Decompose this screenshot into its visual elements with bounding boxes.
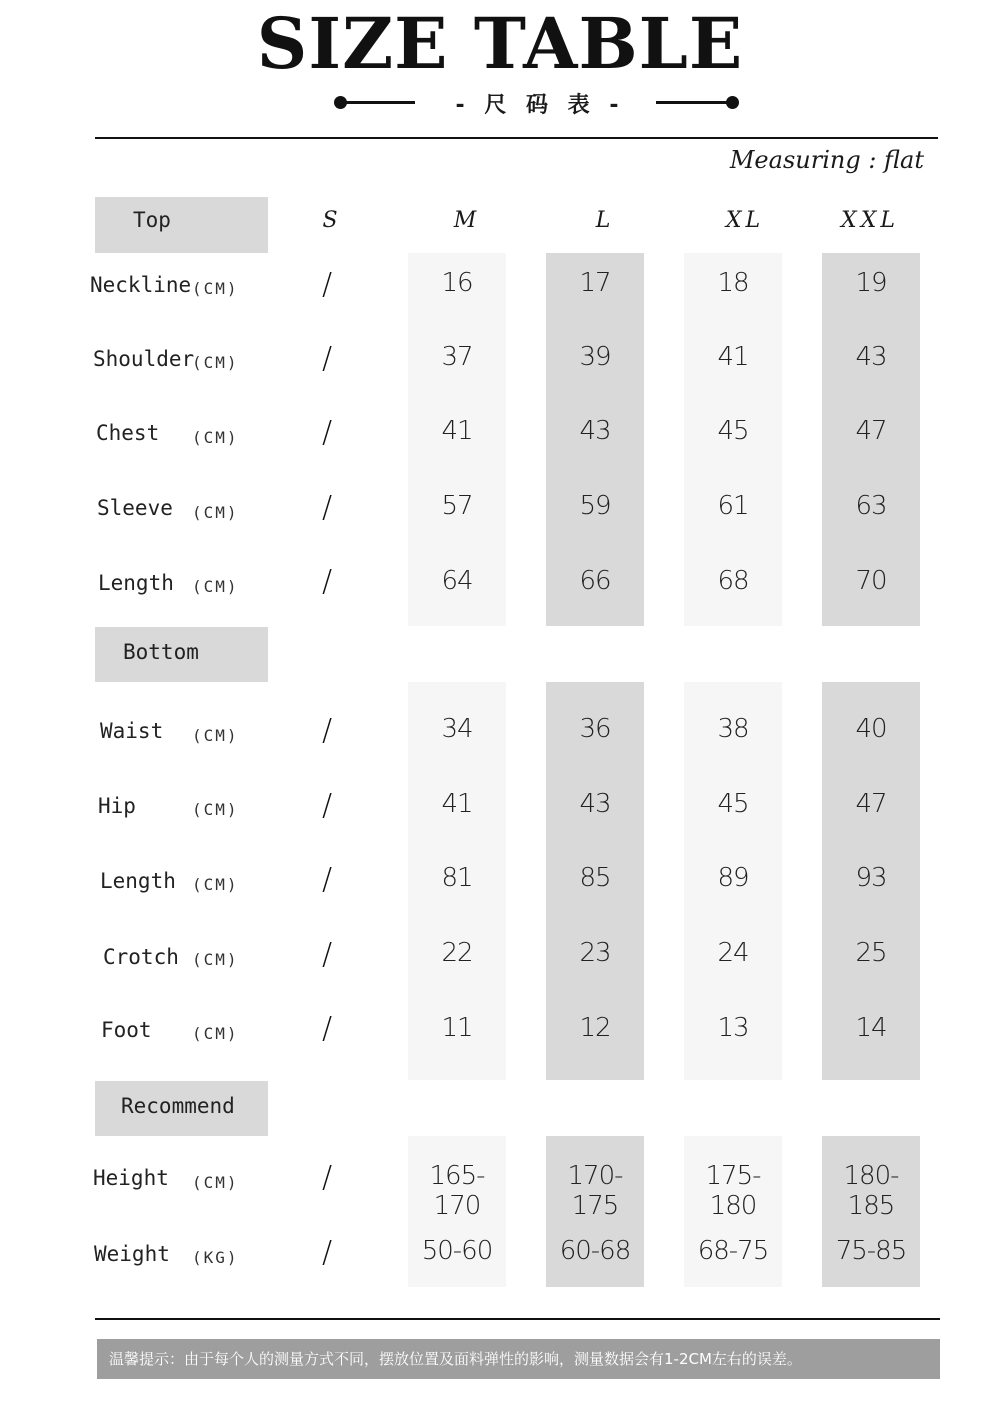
size-s-value: / <box>321 788 333 823</box>
section-header-bottom: Bottom <box>95 627 268 682</box>
row-unit: (CM) <box>192 800 239 819</box>
size-xxl-value: 63 <box>855 491 887 521</box>
size-s-value: / <box>321 341 333 376</box>
row-label: Waist <box>100 719 164 743</box>
ornament-line-left <box>340 101 415 104</box>
page-title: SIZE TABLE <box>256 2 744 85</box>
row-label: Shoulder <box>93 347 195 371</box>
row-label: Sleeve <box>97 496 173 520</box>
size-l-value: 17 <box>579 268 611 298</box>
row-unit: (CM) <box>192 279 239 298</box>
size-m-value: 11 <box>441 1013 473 1043</box>
row-label: Crotch <box>103 945 179 969</box>
size-header-xl: XL <box>725 208 765 233</box>
size-m-value: 16 <box>441 268 473 298</box>
size-l-value: 39 <box>579 342 611 372</box>
size-xxl-value: 93 <box>855 863 887 893</box>
footer-note: 温馨提示：由于每个人的测量方式不同，摆放位置及面料弹性的影响，测量数据会有1-2CM左右的误差。 <box>97 1339 940 1379</box>
row-label: Weight <box>94 1242 170 1266</box>
size-s-value: / <box>321 937 333 972</box>
size-s-value: / <box>321 267 333 302</box>
section-header-recommend: Recommend <box>95 1081 268 1136</box>
size-m-value: 34 <box>441 714 473 744</box>
size-s-value: / <box>321 490 333 525</box>
size-xl-value: 38 <box>717 714 749 744</box>
size-m-value: 64 <box>441 566 473 596</box>
size-m-value: 22 <box>441 938 473 968</box>
footer-rule <box>95 1318 940 1320</box>
size-s-value: / <box>321 1160 333 1195</box>
size-xl-value: 61 <box>717 491 749 521</box>
size-xxl-value: 19 <box>855 268 887 298</box>
size-m-value: 57 <box>441 491 473 521</box>
size-l-value: 59 <box>579 491 611 521</box>
size-l-value: 170-175 <box>567 1161 623 1221</box>
row-unit: (CM) <box>192 1024 239 1043</box>
size-header-m: M <box>453 208 481 233</box>
row-label: Neckline <box>90 273 192 297</box>
size-xxl-value: 75-85 <box>835 1236 907 1266</box>
size-xxl-value: 40 <box>855 714 887 744</box>
size-m-value: 41 <box>441 789 473 819</box>
row-label: Foot <box>101 1018 152 1042</box>
size-m-value: 50-60 <box>421 1236 493 1266</box>
row-label: Hip <box>98 794 136 818</box>
size-xxl-value: 180-185 <box>843 1161 899 1221</box>
section-header-top: Top <box>95 197 268 253</box>
size-m-value: 41 <box>441 416 473 446</box>
ornament-dot-right <box>726 96 739 109</box>
subtitle-ornament <box>330 88 750 118</box>
size-xl-value: 41 <box>717 342 749 372</box>
size-l-value: 85 <box>579 863 611 893</box>
size-header-l: L <box>595 208 615 233</box>
size-xxl-value: 25 <box>855 938 887 968</box>
size-l-value: 43 <box>579 789 611 819</box>
row-unit: (CM) <box>192 503 239 522</box>
row-label: Height <box>93 1166 169 1190</box>
ornament-line-right <box>656 101 732 104</box>
size-l-value: 36 <box>579 714 611 744</box>
size-s-value: / <box>321 862 333 897</box>
size-l-value: 60-68 <box>559 1236 631 1266</box>
size-xl-value: 13 <box>717 1013 749 1043</box>
row-unit: (CM) <box>192 875 239 894</box>
row-unit: (CM) <box>192 726 239 745</box>
row-unit: (CM) <box>192 428 239 447</box>
page-subtitle: - 尺 码 表 - <box>455 93 625 118</box>
size-s-value: / <box>321 713 333 748</box>
size-s-value: / <box>321 1011 333 1046</box>
row-unit: (CM) <box>192 577 239 596</box>
size-xl-value: 45 <box>717 789 749 819</box>
size-l-value: 23 <box>579 938 611 968</box>
size-s-value: / <box>321 1235 333 1270</box>
size-m-value: 81 <box>441 863 473 893</box>
row-unit: (KG) <box>192 1248 239 1267</box>
size-xl-value: 68 <box>717 566 749 596</box>
row-unit: (CM) <box>192 353 239 372</box>
size-xl-value: 18 <box>717 268 749 298</box>
size-xl-value: 45 <box>717 416 749 446</box>
size-xl-value: 24 <box>717 938 749 968</box>
header-rule <box>95 137 938 139</box>
size-xxl-value: 47 <box>855 416 887 446</box>
row-unit: (CM) <box>192 950 239 969</box>
size-header-xxl: XXL <box>841 208 899 233</box>
size-s-value: / <box>321 564 333 599</box>
size-l-value: 66 <box>579 566 611 596</box>
size-xxl-value: 47 <box>855 789 887 819</box>
row-label: Chest <box>96 421 160 445</box>
size-l-value: 43 <box>579 416 611 446</box>
size-xl-value: 68-75 <box>697 1236 769 1266</box>
size-xxl-value: 70 <box>855 566 887 596</box>
size-header-s: S <box>322 208 342 233</box>
row-unit: (CM) <box>192 1173 239 1192</box>
size-l-value: 12 <box>579 1013 611 1043</box>
size-m-value: 37 <box>441 342 473 372</box>
measuring-note: Measuring : flat <box>729 146 924 174</box>
row-label: Length <box>98 571 174 595</box>
size-xxl-value: 14 <box>855 1013 887 1043</box>
size-xl-value: 175-180 <box>705 1161 761 1221</box>
size-xl-value: 89 <box>717 863 749 893</box>
size-s-value: / <box>321 415 333 450</box>
size-m-value: 165-170 <box>429 1161 485 1221</box>
row-label: Length <box>100 869 176 893</box>
size-xxl-value: 43 <box>855 342 887 372</box>
